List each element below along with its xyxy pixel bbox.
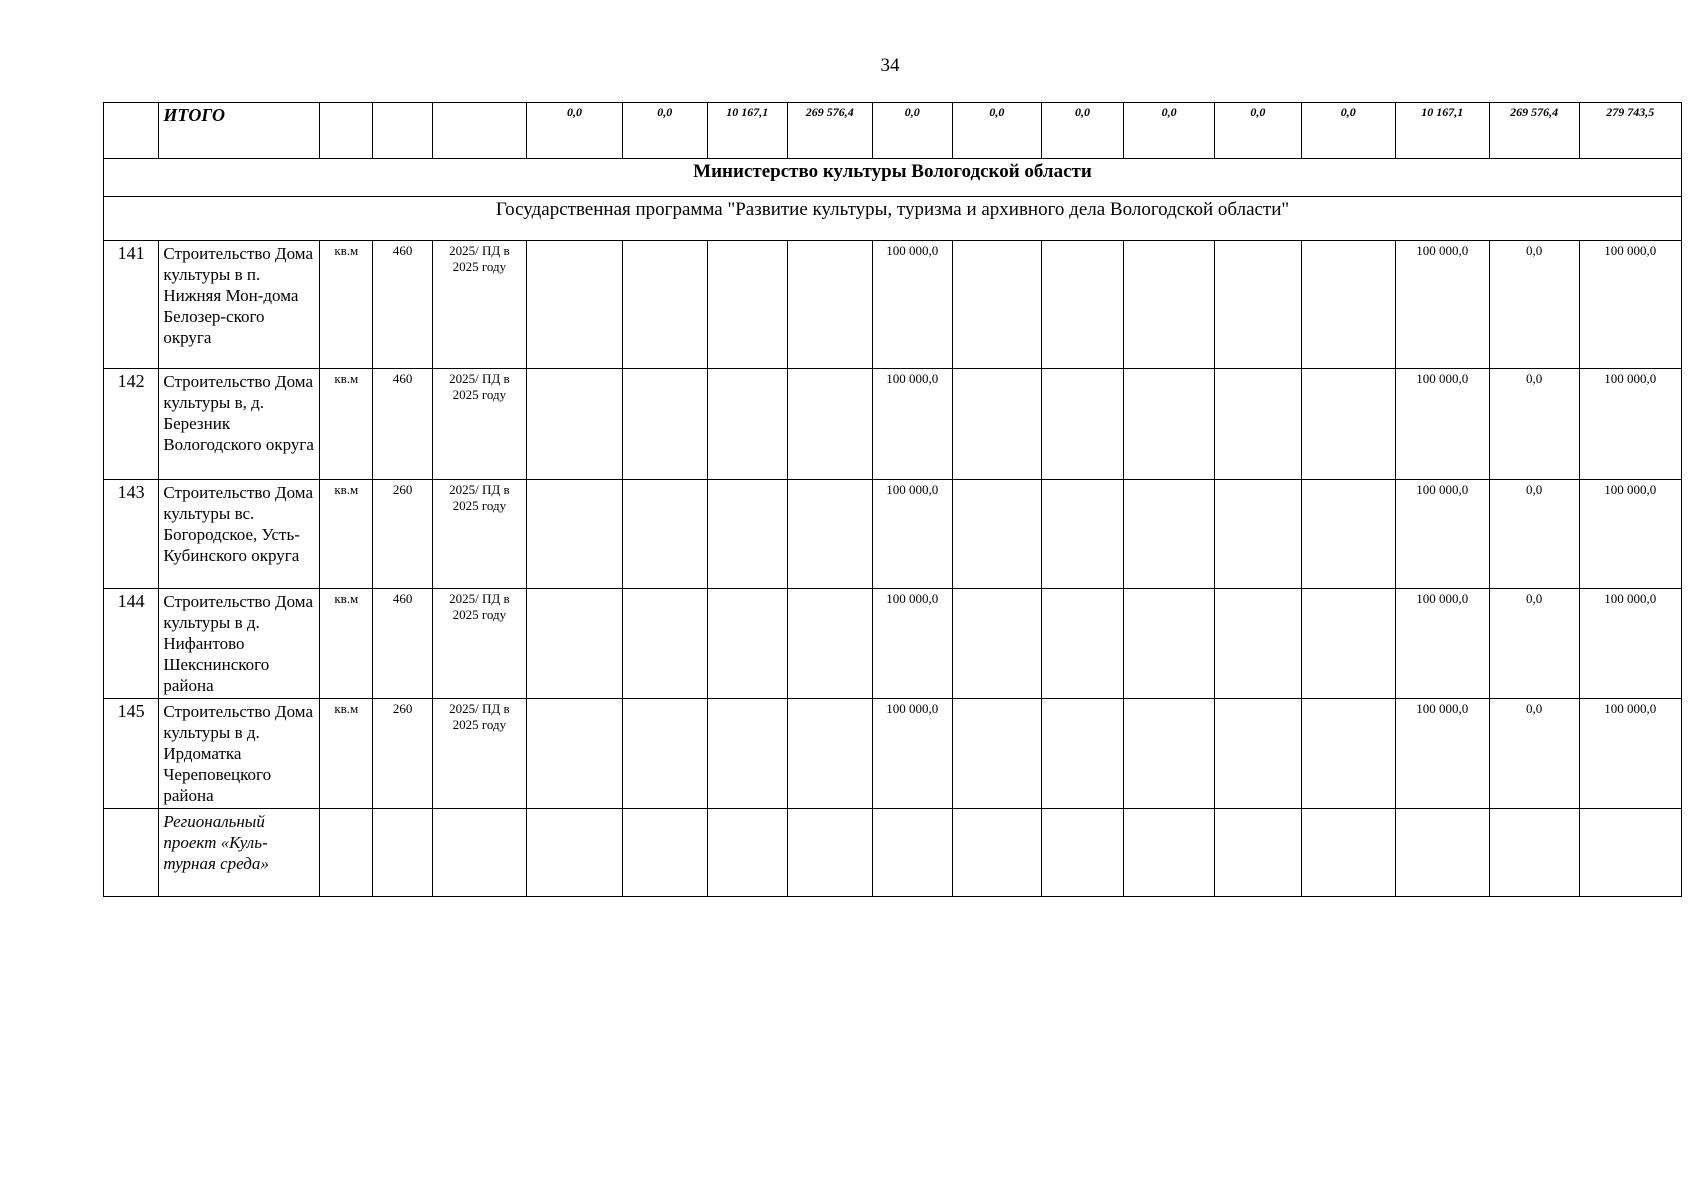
object-name: Строительство Дома культуры в д. Ирдоматка Череповецкого района (159, 699, 320, 809)
capacity: 460 (373, 369, 433, 480)
unit: кв.м (320, 369, 373, 480)
total-num-cell (104, 103, 159, 159)
empty-cell (1041, 699, 1124, 809)
capacity: 260 (373, 699, 433, 809)
capacity: 460 (373, 589, 433, 699)
empty-cell (104, 809, 159, 897)
regional-project-label: Региональный проект «Куль-турная среда» (159, 809, 320, 897)
total-funding-3: 100 000,0 (1579, 480, 1681, 589)
total-funding-1: 100 000,0 (1395, 699, 1489, 809)
empty-cell (1124, 589, 1215, 699)
empty-cell (1041, 241, 1124, 369)
timeline: 2025/ ПД в 2025 году (432, 480, 526, 589)
empty-cell (623, 589, 708, 699)
empty-cell (1215, 809, 1302, 897)
empty-cell (623, 809, 708, 897)
empty-cell (952, 480, 1041, 589)
total-value: 269 576,4 (787, 103, 872, 159)
table-row (104, 480, 1682, 589)
empty-cell (1041, 480, 1124, 589)
total-value: 0,0 (1041, 103, 1124, 159)
total-date-cell (432, 103, 526, 159)
empty-cell (1215, 241, 1302, 369)
row-number: 143 (104, 480, 159, 589)
empty-cell (707, 369, 787, 480)
empty-cell (707, 589, 787, 699)
empty-cell (1124, 809, 1215, 897)
page-number: 34 (880, 55, 900, 76)
total-value: 0,0 (1301, 103, 1395, 159)
empty-cell (1215, 589, 1302, 699)
total-funding-3: 100 000,0 (1579, 369, 1681, 480)
object-name: Строительство Дома культуры вс. Богородское, Усть-Кубинского округа (159, 480, 320, 589)
total-label: ИТОГО (159, 103, 320, 159)
total-funding-2: 0,0 (1489, 369, 1579, 480)
unit: кв.м (320, 699, 373, 809)
empty-cell (787, 241, 872, 369)
empty-cell (1124, 241, 1215, 369)
timeline: 2025/ ПД в 2025 году (432, 241, 526, 369)
total-value: 0,0 (526, 103, 622, 159)
empty-cell (707, 809, 787, 897)
empty-cell (872, 809, 952, 897)
empty-cell (1124, 480, 1215, 589)
empty-cell (1215, 699, 1302, 809)
total-value: 10 167,1 (707, 103, 787, 159)
empty-cell (787, 809, 872, 897)
total-value: 0,0 (872, 103, 952, 159)
empty-cell (952, 241, 1041, 369)
total-area-cell (373, 103, 433, 159)
object-name: Строительство Дома культуры в д. Нифантово Шекснинского района (159, 589, 320, 699)
capacity: 460 (373, 241, 433, 369)
empty-cell (707, 480, 787, 589)
table-row (104, 589, 1682, 699)
empty-cell (373, 809, 433, 897)
total-funding-2: 0,0 (1489, 480, 1579, 589)
total-value: 0,0 (1124, 103, 1215, 159)
empty-cell (707, 699, 787, 809)
empty-cell (787, 589, 872, 699)
empty-cell (1215, 369, 1302, 480)
empty-cell (623, 480, 708, 589)
empty-cell (1041, 809, 1124, 897)
empty-cell (952, 809, 1041, 897)
row-number: 142 (104, 369, 159, 480)
empty-cell (320, 809, 373, 897)
empty-cell (952, 369, 1041, 480)
total-unit-cell (320, 103, 373, 159)
object-name: Строительство Дома культуры в п. Нижняя Мон-дома Белозер-ского округа (159, 241, 320, 369)
row-number: 144 (104, 589, 159, 699)
empty-cell (707, 241, 787, 369)
unit: кв.м (320, 480, 373, 589)
timeline: 2025/ ПД в 2025 году (432, 589, 526, 699)
total-funding-3: 100 000,0 (1579, 241, 1681, 369)
table-row (104, 241, 1682, 369)
empty-cell (952, 699, 1041, 809)
investment-table (103, 102, 1682, 897)
total-row (104, 103, 1682, 159)
empty-cell (787, 369, 872, 480)
empty-cell (1301, 589, 1395, 699)
total-value: 279 743,5 (1579, 103, 1681, 159)
empty-cell (526, 809, 622, 897)
empty-cell (952, 589, 1041, 699)
total-value: 0,0 (623, 103, 708, 159)
regional-project-row (104, 809, 1682, 897)
unit: кв.м (320, 241, 373, 369)
row-number: 145 (104, 699, 159, 809)
total-funding-2: 0,0 (1489, 589, 1579, 699)
timeline: 2025/ ПД в 2025 году (432, 699, 526, 809)
empty-cell (1579, 809, 1681, 897)
funding-2025: 100 000,0 (872, 369, 952, 480)
empty-cell (1395, 809, 1489, 897)
empty-cell (526, 480, 622, 589)
total-funding-1: 100 000,0 (1395, 589, 1489, 699)
funding-2025: 100 000,0 (872, 589, 952, 699)
object-name: Строительство Дома культуры в, д. Березник Вологодского округа (159, 369, 320, 480)
total-funding-3: 100 000,0 (1579, 589, 1681, 699)
empty-cell (787, 699, 872, 809)
row-number: 141 (104, 241, 159, 369)
empty-cell (1215, 480, 1302, 589)
total-funding-1: 100 000,0 (1395, 241, 1489, 369)
empty-cell (623, 241, 708, 369)
total-funding-2: 0,0 (1489, 241, 1579, 369)
empty-cell (432, 809, 526, 897)
table-row (104, 699, 1682, 809)
empty-cell (1041, 589, 1124, 699)
empty-cell (526, 699, 622, 809)
empty-cell (526, 241, 622, 369)
empty-cell (623, 699, 708, 809)
total-funding-2: 0,0 (1489, 699, 1579, 809)
program-title: Государственная программа "Развитие культуры, туризма и архивного дела Вологодской области" (104, 197, 1682, 241)
funding-2025: 100 000,0 (872, 699, 952, 809)
total-value: 269 576,4 (1489, 103, 1579, 159)
empty-cell (1489, 809, 1579, 897)
total-value: 0,0 (1215, 103, 1302, 159)
program-row (104, 197, 1682, 241)
unit: кв.м (320, 589, 373, 699)
total-value: 10 167,1 (1395, 103, 1489, 159)
total-funding-1: 100 000,0 (1395, 480, 1489, 589)
table-row (104, 369, 1682, 480)
empty-cell (1301, 480, 1395, 589)
total-value: 0,0 (952, 103, 1041, 159)
empty-cell (623, 369, 708, 480)
total-funding-3: 100 000,0 (1579, 699, 1681, 809)
ministry-row (104, 159, 1682, 197)
total-funding-1: 100 000,0 (1395, 369, 1489, 480)
ministry-title: Министерство культуры Вологодской области (104, 159, 1682, 197)
timeline: 2025/ ПД в 2025 году (432, 369, 526, 480)
empty-cell (526, 369, 622, 480)
empty-cell (787, 480, 872, 589)
empty-cell (526, 589, 622, 699)
funding-2025: 100 000,0 (872, 241, 952, 369)
empty-cell (1301, 809, 1395, 897)
capacity: 260 (373, 480, 433, 589)
empty-cell (1124, 699, 1215, 809)
empty-cell (1301, 699, 1395, 809)
empty-cell (1301, 241, 1395, 369)
empty-cell (1301, 369, 1395, 480)
funding-2025: 100 000,0 (872, 480, 952, 589)
empty-cell (1124, 369, 1215, 480)
empty-cell (1041, 369, 1124, 480)
